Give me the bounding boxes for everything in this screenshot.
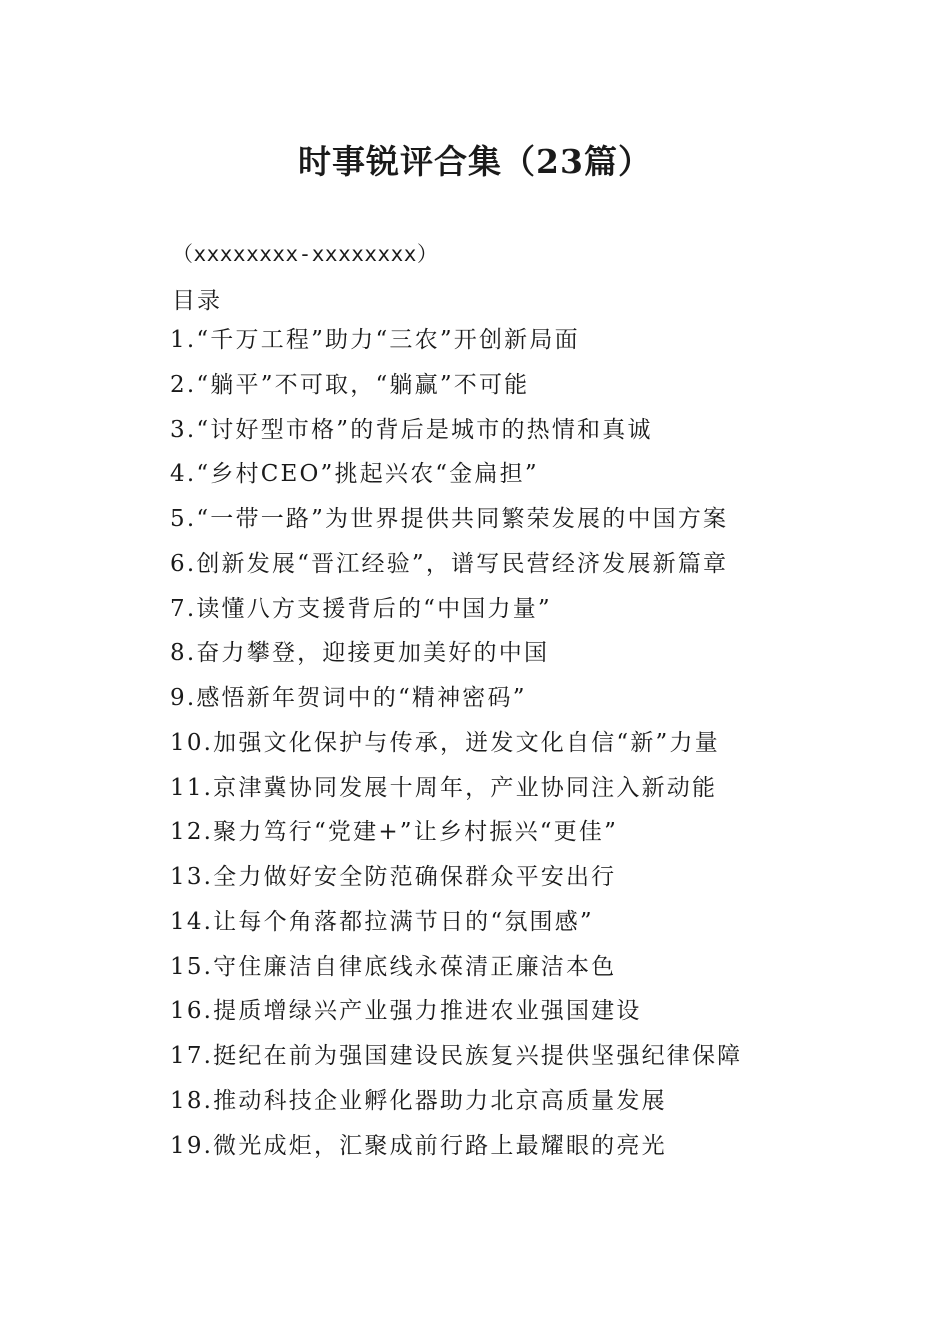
toc-item-12[interactable]: 12.聚力笃行“党建+”让乡村振兴“更佳” bbox=[170, 819, 619, 846]
document-title: 时事锐评合集（23篇） bbox=[298, 142, 652, 181]
toc-item-1[interactable]: 1.“千万工程”助力“三农”开创新局面 bbox=[170, 327, 580, 353]
toc-item-19[interactable]: 19.微光成炬，汇聚成前行路上最耀眼的亮光 bbox=[170, 1132, 667, 1159]
date-range: （xxxxxxxx-xxxxxxxx） bbox=[172, 242, 439, 266]
toc-item-6[interactable]: 6.创新发展“晋江经验”，谱写民营经济发展新篇章 bbox=[170, 550, 729, 577]
toc-item-10[interactable]: 10.加强文化保护与传承，迸发文化自信“新”力量 bbox=[170, 729, 720, 756]
toc-item-5[interactable]: 5.“一带一路”为世界提供共同繁荣发展的中国方案 bbox=[170, 506, 729, 532]
toc-item-7[interactable]: 7.读懂八方支援背后的“中国力量” bbox=[170, 595, 552, 622]
toc-item-2[interactable]: 2.“躺平”不可取，“躺赢”不可能 bbox=[170, 371, 530, 398]
table-of-contents bbox=[170, 318, 790, 1168]
toc-item-8[interactable]: 8.奋力攀登，迎接更加美好的中国 bbox=[170, 640, 550, 667]
toc-item-16[interactable]: 16.提质增绿兴产业强力推进农业强国建设 bbox=[170, 998, 642, 1025]
toc-item-11[interactable]: 11.京津冀协同发展十周年，产业协同注入新动能 bbox=[170, 774, 718, 801]
toc-item-3[interactable]: 3.“讨好型市格”的背后是城市的热情和真诚 bbox=[170, 416, 653, 443]
toc-item-14[interactable]: 14.让每个角落都拉满节日的“氛围感” bbox=[170, 908, 594, 935]
toc-item-9[interactable]: 9.感悟新年贺词中的“精神密码” bbox=[170, 685, 527, 711]
toc-item-4[interactable]: 4.“乡村CEO”挑起兴农“金扁担” bbox=[170, 461, 539, 488]
toc-item-13[interactable]: 13.全力做好安全防范确保群众平安出行 bbox=[170, 864, 617, 890]
toc-heading: 目录 bbox=[172, 288, 222, 314]
toc-item-18[interactable]: 18.推动科技企业孵化器助力北京高质量发展 bbox=[170, 1087, 667, 1114]
toc-item-15[interactable]: 15.守住廉洁自律底线永葆清正廉洁本色 bbox=[170, 953, 617, 980]
toc-item-17[interactable]: 17.挺纪在前为强国建设民族复兴提供坚强纪律保障 bbox=[170, 1043, 743, 1069]
